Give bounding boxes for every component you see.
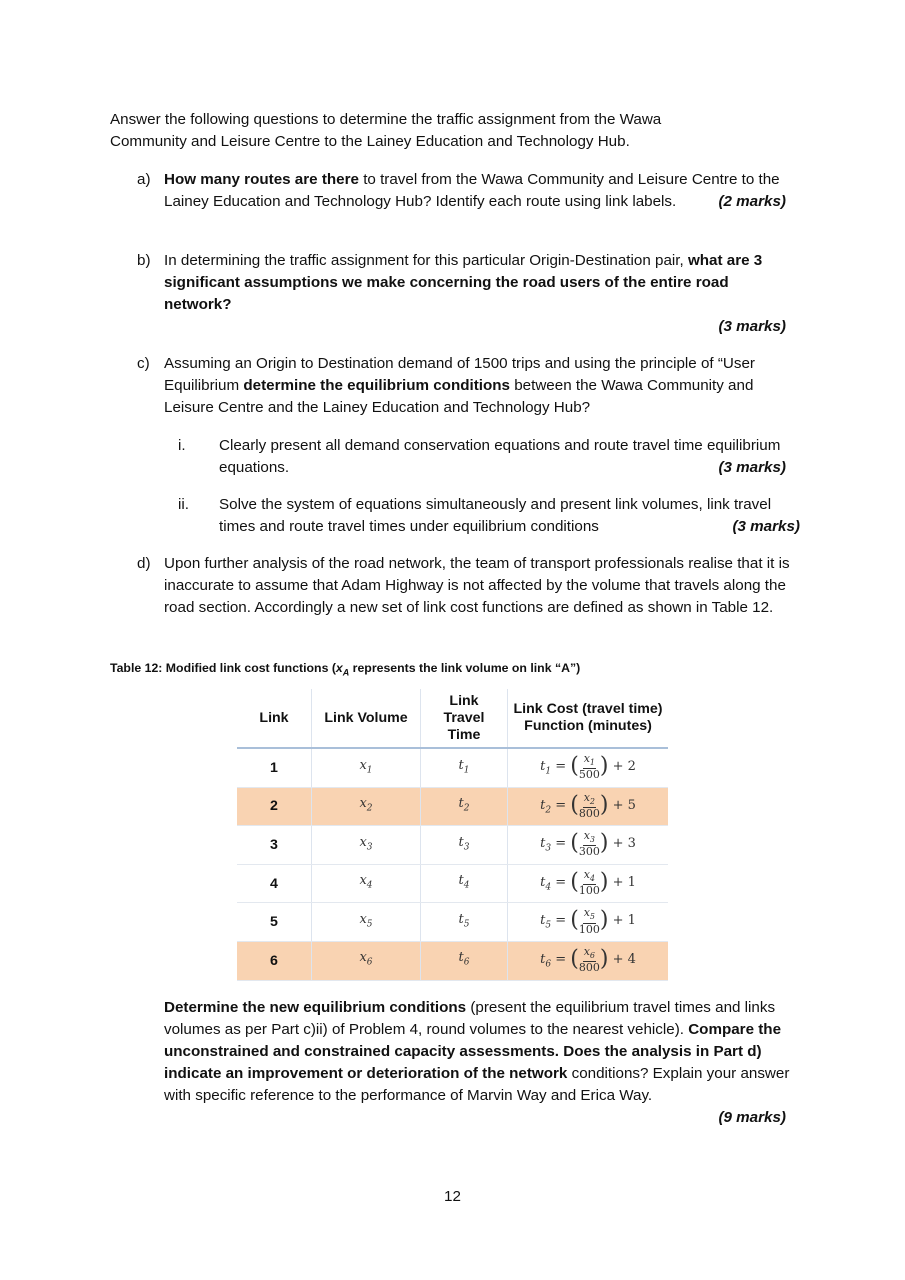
final-question xyxy=(164,997,792,1129)
link-cost-function: $t_3$ = ( $\frac{x_3}{300}$ ) + 3 xyxy=(508,826,669,865)
intro-paragraph: Answer the following questions to determine the traffic assignment from the Wawa Community and Leisure Centre to the Lainey Education and Technology Hub. xyxy=(110,111,662,150)
marks: (3 marks) xyxy=(718,459,786,476)
link-volume: $x_3$ xyxy=(312,826,421,865)
fn-index: 3 xyxy=(545,843,552,854)
fn-var: t xyxy=(540,874,546,890)
sub-label: ii. xyxy=(178,496,189,513)
link-travel-time: $t_4$ xyxy=(421,864,508,903)
link-volume: $x_2$ xyxy=(312,787,421,826)
link-cost-function: $t_5$ = ( $\frac{x_5}{100}$ ) + 1 xyxy=(508,903,669,942)
fn-index: 5 xyxy=(545,921,552,932)
question-label: c) xyxy=(137,355,150,372)
link-travel-time: $t_2$ xyxy=(421,787,508,826)
constant: + 3 xyxy=(612,836,636,852)
page-number: 12 xyxy=(444,1188,461,1205)
link-volume: $x_6$ xyxy=(312,941,421,980)
header-link-cost-function: Link Cost (travel time) Function (minutes) xyxy=(508,689,669,748)
caption-text: represents the link volume on link “A”) xyxy=(349,661,581,675)
link-volume: $x_4$ xyxy=(312,864,421,903)
marks: (2 marks) xyxy=(718,193,786,210)
link-cost-function: $t_2$ = ( $\frac{x_2}{800}$ ) + 5 xyxy=(508,787,669,826)
question-c-i xyxy=(178,435,792,479)
sub-text: Solve the system of equations simultaneously and present link volumes, link travel times and route travel times under equilibrium conditions xyxy=(219,496,772,535)
fn-var: t xyxy=(540,913,546,929)
constant: + 4 xyxy=(612,952,636,968)
link-cost-function: $t_4$ = ( $\frac{x_4}{100}$ ) + 1 xyxy=(508,864,669,903)
link-number: 5 xyxy=(237,903,312,942)
link-volume: $x_5$ xyxy=(312,903,421,942)
constant: + 5 xyxy=(612,797,636,813)
question-text: Assuming an Origin to Destination demand of 1500 trips and using the principle of “User Equilibrium xyxy=(164,355,755,394)
question-text: to travel from the Wawa Community and Leisure Centre to the Lainey Education and Technology Hub? Identify each route using link labels. xyxy=(164,171,780,210)
link-travel-time: $t_6$ xyxy=(421,941,508,980)
bold-text: Determine the new equilibrium conditions xyxy=(164,999,467,1016)
link-travel-time: $t_1$ xyxy=(421,748,508,787)
fn-var: t xyxy=(540,759,546,775)
denominator: 300 xyxy=(578,845,600,859)
link-number: 1 xyxy=(237,748,312,787)
table-row xyxy=(237,748,668,787)
header-link-volume: Link Volume xyxy=(312,689,421,748)
question-b xyxy=(137,250,792,338)
question-text: conditions? Explain your answer with specific reference to the performance of Marvin Way and Erica Way. xyxy=(164,1065,790,1104)
header-link: Link xyxy=(237,689,312,748)
link-volume: $x_1$ xyxy=(312,748,421,787)
fn-var: t xyxy=(540,797,546,813)
question-d xyxy=(137,553,792,619)
fraction: $\frac{x_1}{500}$ xyxy=(578,751,600,782)
question-c-ii xyxy=(178,494,800,538)
bold-text: what are 3 significant assumptions we make concerning the road users of the entire road network? xyxy=(164,252,763,313)
link-number: 2 xyxy=(237,787,312,826)
table-caption xyxy=(110,657,580,683)
fn-index: 6 xyxy=(545,959,552,970)
link-cost-table xyxy=(237,689,668,981)
fraction: $\frac{x_6}{800}$ xyxy=(578,944,600,975)
caption-text: Table 12: Modified link cost functions ( xyxy=(110,661,336,675)
denominator: 800 xyxy=(578,961,600,975)
marks: (3 marks) xyxy=(718,318,786,335)
link-travel-time: $t_3$ xyxy=(421,826,508,865)
link-number: 3 xyxy=(237,826,312,865)
question-text: In determining the traffic assignment for this particular Origin-Destination pair, xyxy=(164,252,688,269)
link-number: 4 xyxy=(237,864,312,903)
constant: + 1 xyxy=(612,913,636,929)
question-text: between the Wawa Community and Leisure Centre and the Lainey Education and Technology Hub? xyxy=(164,377,754,416)
marks: (3 marks) xyxy=(732,518,800,535)
sub-label: i. xyxy=(178,437,186,454)
table-row xyxy=(237,787,668,826)
fn-index: 1 xyxy=(545,766,552,777)
fraction: $\frac{x_3}{300}$ xyxy=(578,829,600,859)
caption-subscript: A xyxy=(342,667,350,678)
question-text: (present the equilibrium travel times and links volumes as per Part c)ii) of Problem 4, round volumes to the nearest vehicle). xyxy=(164,999,776,1038)
link-cost-function: $t_1$ = ( $\frac{x_1}{500}$ ) + 2 xyxy=(508,748,669,787)
question-c xyxy=(137,353,792,419)
question-text: Upon further analysis of the road network, the team of transport professionals realise that it is inaccurate to assume that Adam Highway is not affected by the volume that travels along the road section. Accordingly a new set of link cost functions are defined as shown in Table 12. xyxy=(164,555,790,616)
link-travel-time: $t_5$ xyxy=(421,903,508,942)
denominator: 100 xyxy=(578,883,600,897)
marks: (9 marks) xyxy=(718,1109,786,1126)
question-label: d) xyxy=(137,555,151,572)
table-row xyxy=(237,826,668,865)
fn-index: 2 xyxy=(545,805,552,816)
table-row xyxy=(237,941,668,980)
link-number: 6 xyxy=(237,941,312,980)
sub-text: Clearly present all demand conservation equations and route travel time equilibrium equations. xyxy=(219,437,781,476)
fraction: $\frac{x_2}{800}$ xyxy=(578,790,600,820)
bold-text: determine the equilibrium conditions xyxy=(243,377,510,394)
denominator: 800 xyxy=(578,806,600,820)
question-label: b) xyxy=(137,252,151,269)
constant: + 1 xyxy=(612,874,636,890)
bold-text: How many routes are there xyxy=(164,171,359,188)
caption-variable: x xyxy=(335,661,343,675)
fn-index: 4 xyxy=(545,882,552,893)
header-link-travel-time: Link Travel Time xyxy=(421,689,508,748)
constant: + 2 xyxy=(612,759,636,775)
table-row xyxy=(237,864,668,903)
fraction: $\frac{x_4}{100}$ xyxy=(578,867,600,897)
fn-var: t xyxy=(540,952,546,968)
denominator: 100 xyxy=(578,922,600,936)
fn-var: t xyxy=(540,836,546,852)
denominator: 500 xyxy=(578,768,600,782)
question-label: a) xyxy=(137,171,151,188)
bold-text: Compare the unconstrained and constrained capacity assessments. Does the analysis in Part d) indicate an improvement or deterioration of the network xyxy=(164,1021,782,1082)
question-a xyxy=(137,169,792,213)
fraction: $\frac{x_5}{100}$ xyxy=(578,906,600,936)
table-row xyxy=(237,903,668,942)
link-cost-function: $t_6$ = ( $\frac{x_6}{800}$ ) + 4 xyxy=(508,941,669,980)
